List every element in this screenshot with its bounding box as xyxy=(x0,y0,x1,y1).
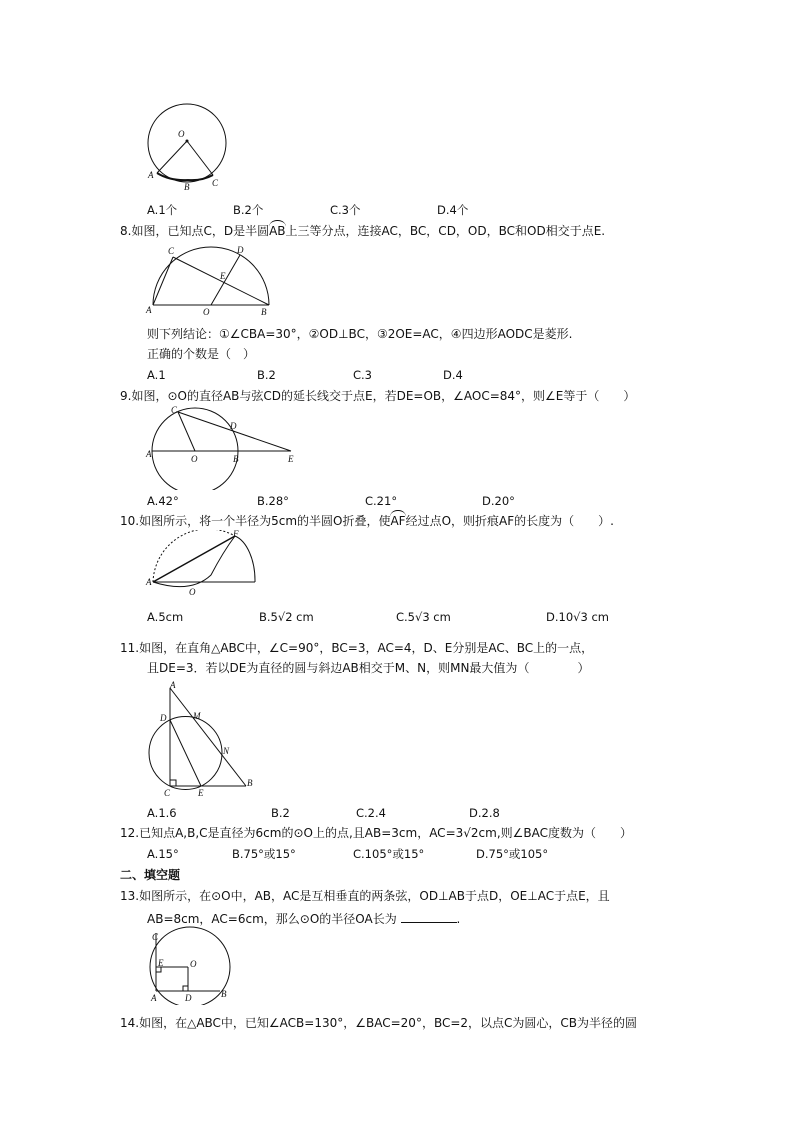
q7-line-oc xyxy=(187,141,213,175)
q7-label-a: A xyxy=(148,170,154,180)
q11-side-ab xyxy=(170,688,246,786)
q8-label-d: D xyxy=(237,245,244,255)
q13-right-angle-d xyxy=(183,986,188,991)
q9-option-a: A.42° xyxy=(147,494,179,508)
q8-label-c: C xyxy=(168,246,175,256)
q9-line-oc xyxy=(178,412,195,451)
q11-option-d: D.2.8 xyxy=(469,806,500,820)
q7-figure xyxy=(140,95,240,190)
q10-right-arc xyxy=(235,536,255,582)
q10-arc-af: AF xyxy=(390,514,406,528)
q13-answer-blank[interactable] xyxy=(401,910,457,923)
q13-label-a: A xyxy=(151,993,157,1003)
q11-figure xyxy=(143,680,263,798)
q8-label-e: E xyxy=(220,271,226,281)
q7-option-b: B.2个 xyxy=(233,203,264,217)
q10-label-o: O xyxy=(189,587,196,597)
q13-line2-text: AB=8cm，AC=6cm，那么⊙O的半径OA长为 xyxy=(147,912,397,926)
q8-option-c: C.3 xyxy=(353,368,373,382)
q9-line-ce xyxy=(178,412,291,451)
q8-line-cb xyxy=(173,257,269,305)
q11-option-c: C.2.4 xyxy=(356,806,386,820)
q10-crease-af xyxy=(153,536,235,582)
q11-label-a: A xyxy=(170,680,176,690)
q9-option-c: C.21° xyxy=(365,494,398,508)
q7-option-c: C.3个 xyxy=(330,203,361,217)
q13-line1: 13.如图所示，在⊙O中，AB，AC是互相垂直的两条弦，OD⊥AB于点D，OE⊥AC于点E，且 xyxy=(120,889,610,903)
q11-line1: 11.如图，在直角△ABC中，∠C=90°，BC=3，AC=4，D、E分别是AC、BC上的一点， xyxy=(120,641,594,655)
q7-label-o: O xyxy=(178,129,185,139)
section-title-fill-blank: 二、填空题 xyxy=(120,868,181,882)
q12-option-d: D.75°或105° xyxy=(476,847,549,861)
q8-label-a: A xyxy=(146,305,152,315)
q12-question: 12.已知点A,B,C是直径为6cm的⊙O上的点,且AB=3cm，AC=3√2cm,则∠BAC度数为（ ） xyxy=(120,826,633,840)
q9-figure xyxy=(143,405,313,490)
q13-label-o: O xyxy=(190,959,197,969)
q9-label-c: C xyxy=(171,405,178,415)
q13-label-b: B xyxy=(221,989,227,999)
q8-text-post: 上三等分点，连接AC，BC，CD，OD，BC和OD相交于点E. xyxy=(285,224,606,238)
q9-label-d: D xyxy=(230,421,237,431)
q11-label-n: N xyxy=(223,746,230,756)
q11-label-b: B xyxy=(247,778,253,788)
q7-chord-bc xyxy=(188,175,213,180)
q8-figure xyxy=(143,243,273,318)
q7-chord-ab xyxy=(157,173,188,180)
q10-option-d: D.10√3 cm xyxy=(546,610,609,624)
q9-label-e: E xyxy=(288,454,294,464)
q8-text-pre: 8.如图，已知点C，D是半圆 xyxy=(120,224,270,238)
q8-conclusions: 则下列结论：①∠CBA=30°，②OD⊥BC，③2OE=AC，④四边形AODC是菱形. xyxy=(147,327,573,341)
q7-line-oa xyxy=(157,141,187,173)
q8-option-b: B.2 xyxy=(257,368,276,382)
q12-option-c: C.105°或15° xyxy=(353,847,425,861)
q13-line2-end: . xyxy=(456,912,461,926)
q7-option-a: A.1个 xyxy=(147,203,178,217)
q9-question: 9.如图，⊙O的直径AB与弦CD的延长线交于点E，若DE=OB，∠AOC=84°，则∠E等于（ ） xyxy=(120,389,636,403)
q11-label-c: C xyxy=(164,788,171,798)
q9-label-b: B xyxy=(233,454,239,464)
q11-line2: 且DE=3．若以DE为直径的圆与斜边AB相交于M、N，则MN最大值为（ ） xyxy=(147,661,590,675)
q8-question xyxy=(120,223,605,239)
q8-option-a: A.1 xyxy=(147,368,166,382)
q7-label-c: C xyxy=(212,178,219,188)
q12-option-a: A.15° xyxy=(147,847,179,861)
q8-count-line: 正确的个数是（ ） xyxy=(147,347,256,361)
q7-option-d: D.4个 xyxy=(437,203,469,217)
q8-line-ac xyxy=(153,257,173,305)
q8-label-o: O xyxy=(203,307,210,317)
q13-figure xyxy=(143,925,243,1005)
q10-text-post: 经过点O，则折痕AF的长度为（ ）. xyxy=(405,514,614,528)
q10-option-b: B.5√2 cm xyxy=(259,610,314,624)
q11-option-a: A.1.6 xyxy=(147,806,177,820)
q9-label-o: O xyxy=(191,454,198,464)
q10-option-a: A.5cm xyxy=(147,610,184,624)
q13-label-d: D xyxy=(185,993,192,1003)
q10-figure xyxy=(143,530,263,598)
q10-option-c: C.5√3 cm xyxy=(396,610,451,624)
q11-label-e: E xyxy=(198,788,204,798)
q8-label-b: B xyxy=(261,307,267,317)
q7-label-b: B xyxy=(184,182,190,190)
q10-dashed-arc xyxy=(153,530,235,582)
q11-label-m: M xyxy=(193,711,201,721)
q9-option-b: B.28° xyxy=(257,494,289,508)
q7-point-o xyxy=(186,140,189,143)
q10-question xyxy=(120,513,614,529)
q8-line-od xyxy=(211,255,240,305)
q8-option-d: D.4 xyxy=(443,368,463,382)
q13-label-e: E xyxy=(158,958,164,968)
q8-arc-ab: AB xyxy=(269,224,286,238)
q11-segment-de xyxy=(170,720,201,786)
q10-label-a: A xyxy=(146,577,152,587)
q9-circle xyxy=(152,408,238,490)
q11-label-d: D xyxy=(160,713,167,723)
q14-question: 14.如图，在△ABC中，已知∠ACB=130°，∠BAC=20°，BC=2，以点C为圆心，CB为半径的圆 xyxy=(120,1016,638,1030)
q12-option-b: B.75°或15° xyxy=(232,847,296,861)
q10-text-pre: 10.如图所示，将一个半径为5cm的半圆O折叠，使 xyxy=(120,514,391,528)
q11-option-b: B.2 xyxy=(271,806,290,820)
q9-label-a: A xyxy=(146,449,152,459)
q10-label-f: F xyxy=(233,530,239,539)
q9-option-d: D.20° xyxy=(482,494,515,508)
q13-label-c: C xyxy=(152,932,159,942)
q11-right-angle-c xyxy=(170,780,176,786)
